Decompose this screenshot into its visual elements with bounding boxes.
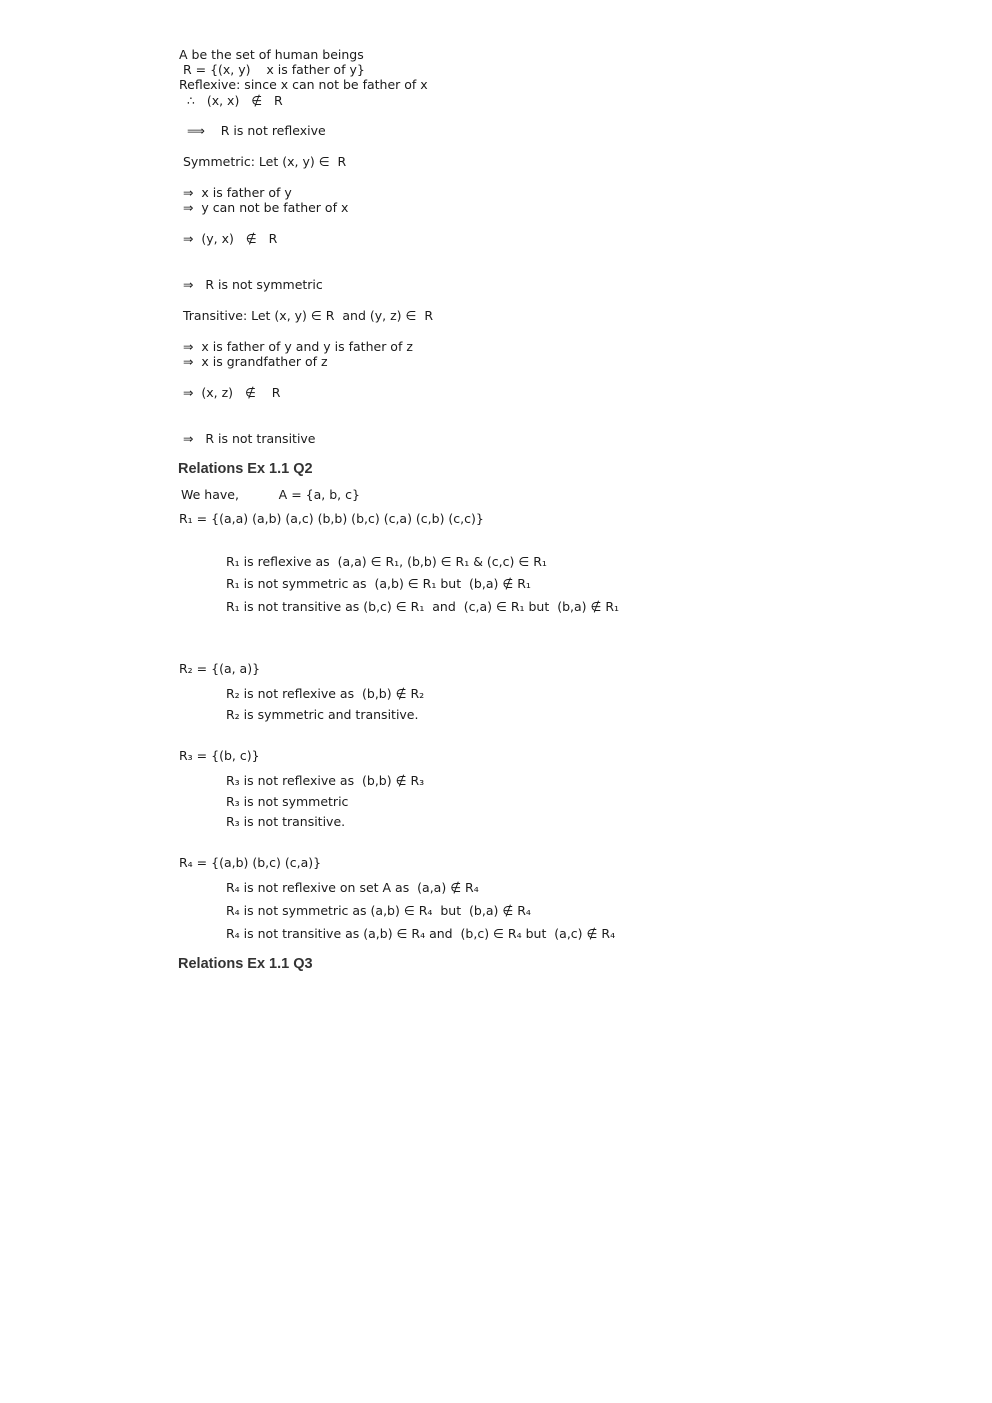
text-line: R₃ is not transitive. xyxy=(226,814,346,829)
text-line: ⇒ x is father of y xyxy=(179,185,292,200)
text-line: R₁ is not transitive as (b,c) ∈ R₁ and (c,a) ∈ R₁ but (b,a) ∉ R₁ xyxy=(226,599,620,614)
text-line: ⇒ R is not transitive xyxy=(179,431,316,446)
text-line: Reflexive: since x can not be father of x xyxy=(179,77,428,92)
relation-definition: R₃ = {(b, c)} xyxy=(179,748,260,763)
text-line: R₄ is not symmetric as (a,b) ∈ R₄ but (b,a) ∉ R₄ xyxy=(226,903,531,918)
text-line: ⇒ R is not symmetric xyxy=(179,277,323,292)
text-line: R₄ is not reflexive on set A as (a,a) ∉ R₄ xyxy=(226,880,479,895)
text-line: R₂ is not reflexive as (b,b) ∉ R₂ xyxy=(226,686,425,701)
text-line: R₄ is not transitive as (a,b) ∈ R₄ and (b,c) ∈ R₄ but (a,c) ∉ R₄ xyxy=(226,926,616,941)
text-line: R = {(x, y) x is father of y} xyxy=(179,62,365,77)
text-line: Transitive: Let (x, y) ∈ R and (y, z) ∈ R xyxy=(179,308,434,323)
section-heading: Relations Ex 1.1 Q2 xyxy=(178,461,313,477)
text-line: R₃ is not symmetric xyxy=(226,794,349,809)
relation-definition: R₂ = {(a, a)} xyxy=(179,661,261,676)
text-line: R₁ is not symmetric as (a,b) ∈ R₁ but (b,a) ∉ R₁ xyxy=(226,576,531,591)
text-line: ⇒ (y, x) ∉ R xyxy=(179,231,278,246)
text-line: ⇒ x is grandfather of z xyxy=(179,354,328,369)
text-line: ⟹ R is not reflexive xyxy=(179,123,326,138)
text-line: ⇒ x is father of y and y is father of z xyxy=(179,339,413,354)
section-heading: Relations Ex 1.1 Q3 xyxy=(178,956,313,972)
relation-definition: R₁ = {(a,a) (a,b) (a,c) (b,b) (b,c) (c,a) (c,b) (c,c)} xyxy=(179,511,484,526)
text-line: Symmetric: Let (x, y) ∈ R xyxy=(179,154,347,169)
text-line: A be the set of human beings xyxy=(179,47,364,62)
text-line: We have, A = {a, b, c} xyxy=(181,487,360,502)
text-line: R₁ is reflexive as (a,a) ∈ R₁, (b,b) ∈ R₁ & (c,c) ∈ R₁ xyxy=(226,554,547,569)
text-line: R₃ is not reflexive as (b,b) ∉ R₃ xyxy=(226,773,425,788)
relation-definition: R₄ = {(a,b) (b,c) (c,a)} xyxy=(179,855,322,870)
text-line: R₂ is symmetric and transitive. xyxy=(226,707,419,722)
text-line: ∴ (x, x) ∉ R xyxy=(179,93,283,108)
text-line: ⇒ y can not be father of x xyxy=(179,200,349,215)
text-line: ⇒ (x, z) ∉ R xyxy=(179,385,281,400)
